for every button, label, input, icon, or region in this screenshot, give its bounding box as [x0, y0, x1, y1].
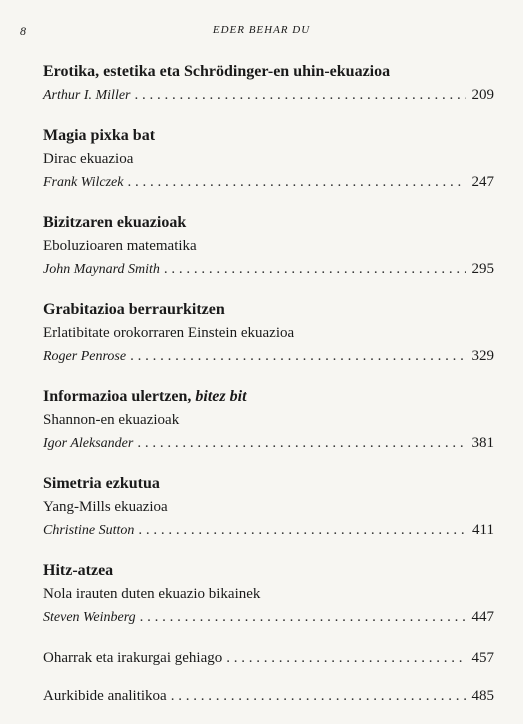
- dot-leader: [130, 346, 465, 366]
- dot-leader: [140, 607, 466, 627]
- chapter-author: Igor Aleksander: [43, 436, 134, 451]
- back-matter-page: 485: [471, 688, 494, 704]
- back-matter: [43, 648, 494, 706]
- chapter-page: 411: [472, 522, 494, 538]
- chapter-author: Christine Sutton: [43, 523, 135, 538]
- chapter-title: Hitz-atzea: [43, 562, 114, 579]
- back-matter-line: [43, 648, 494, 668]
- toc-entry: [43, 561, 494, 628]
- author-line: [43, 433, 494, 454]
- chapter-title: Simetria ezkutua: [43, 475, 160, 492]
- running-header: EDER BEHAR DU: [212, 24, 311, 36]
- chapter-subtitle: Nola irauten duten ekuazio bikainek: [43, 586, 261, 602]
- dot-leader: [137, 433, 465, 453]
- chapter-author: Steven Weinberg: [43, 610, 136, 625]
- author-line: [43, 85, 494, 106]
- author-line: [43, 607, 494, 628]
- dot-leader: [171, 686, 466, 706]
- toc-entry: [43, 126, 494, 193]
- back-matter-line: [43, 686, 494, 706]
- dot-leader: [135, 85, 466, 105]
- back-matter-page: 457: [471, 650, 494, 666]
- dot-leader: [164, 259, 466, 279]
- back-matter-label: Aurkibide analitikoa: [43, 688, 167, 704]
- chapter-page: 247: [471, 174, 494, 190]
- chapter-title: Bizitzaren ekuazioak: [43, 214, 187, 231]
- chapter-subtitle: Erlatibitate orokorraren Einstein ekuazioa: [43, 325, 295, 341]
- chapter-page: 329: [471, 348, 494, 364]
- chapter-page: 295: [471, 261, 494, 277]
- chapter-author: Roger Penrose: [43, 349, 127, 364]
- chapter-subtitle: Eboluzioaren matematika: [43, 238, 197, 254]
- dot-leader: [138, 520, 466, 540]
- chapter-title: Grabitazioa berraurkitzen: [43, 301, 225, 318]
- dot-leader: [226, 648, 465, 668]
- chapter-page: 209: [471, 87, 494, 103]
- dot-leader: [127, 172, 465, 192]
- page-number: 8: [20, 24, 26, 38]
- toc-entry: [43, 300, 494, 367]
- chapter-title: Informazioa ulertzen, bitez bit: [43, 388, 247, 405]
- back-matter-label: Oharrak eta irakurgai gehiago: [43, 650, 223, 666]
- chapter-author: John Maynard Smith: [43, 262, 160, 277]
- chapter-title: Erotika, estetika eta Schrödinger-en uhin-ekuazioa: [43, 63, 391, 80]
- author-line: [43, 346, 494, 367]
- chapter-page: 447: [471, 609, 494, 625]
- chapter-author: Frank Wilczek: [43, 175, 124, 190]
- author-line: [43, 172, 494, 193]
- chapter-page: 381: [471, 435, 494, 451]
- chapter-subtitle: Yang-Mills ekuazioa: [43, 499, 168, 515]
- toc-entry: [43, 474, 494, 541]
- chapter-subtitle: Shannon-en ekuazioak: [43, 412, 180, 428]
- author-line: [43, 259, 494, 280]
- chapter-subtitle: Dirac ekuazioa: [43, 151, 134, 167]
- chapter-title: Magia pixka bat: [43, 127, 156, 144]
- toc-entry: [43, 62, 494, 106]
- table-of-contents: [43, 62, 494, 724]
- author-line: [43, 520, 494, 541]
- chapter-author: Arthur I. Miller: [43, 88, 131, 103]
- toc-entry: [43, 387, 494, 454]
- toc-entry: [43, 213, 494, 280]
